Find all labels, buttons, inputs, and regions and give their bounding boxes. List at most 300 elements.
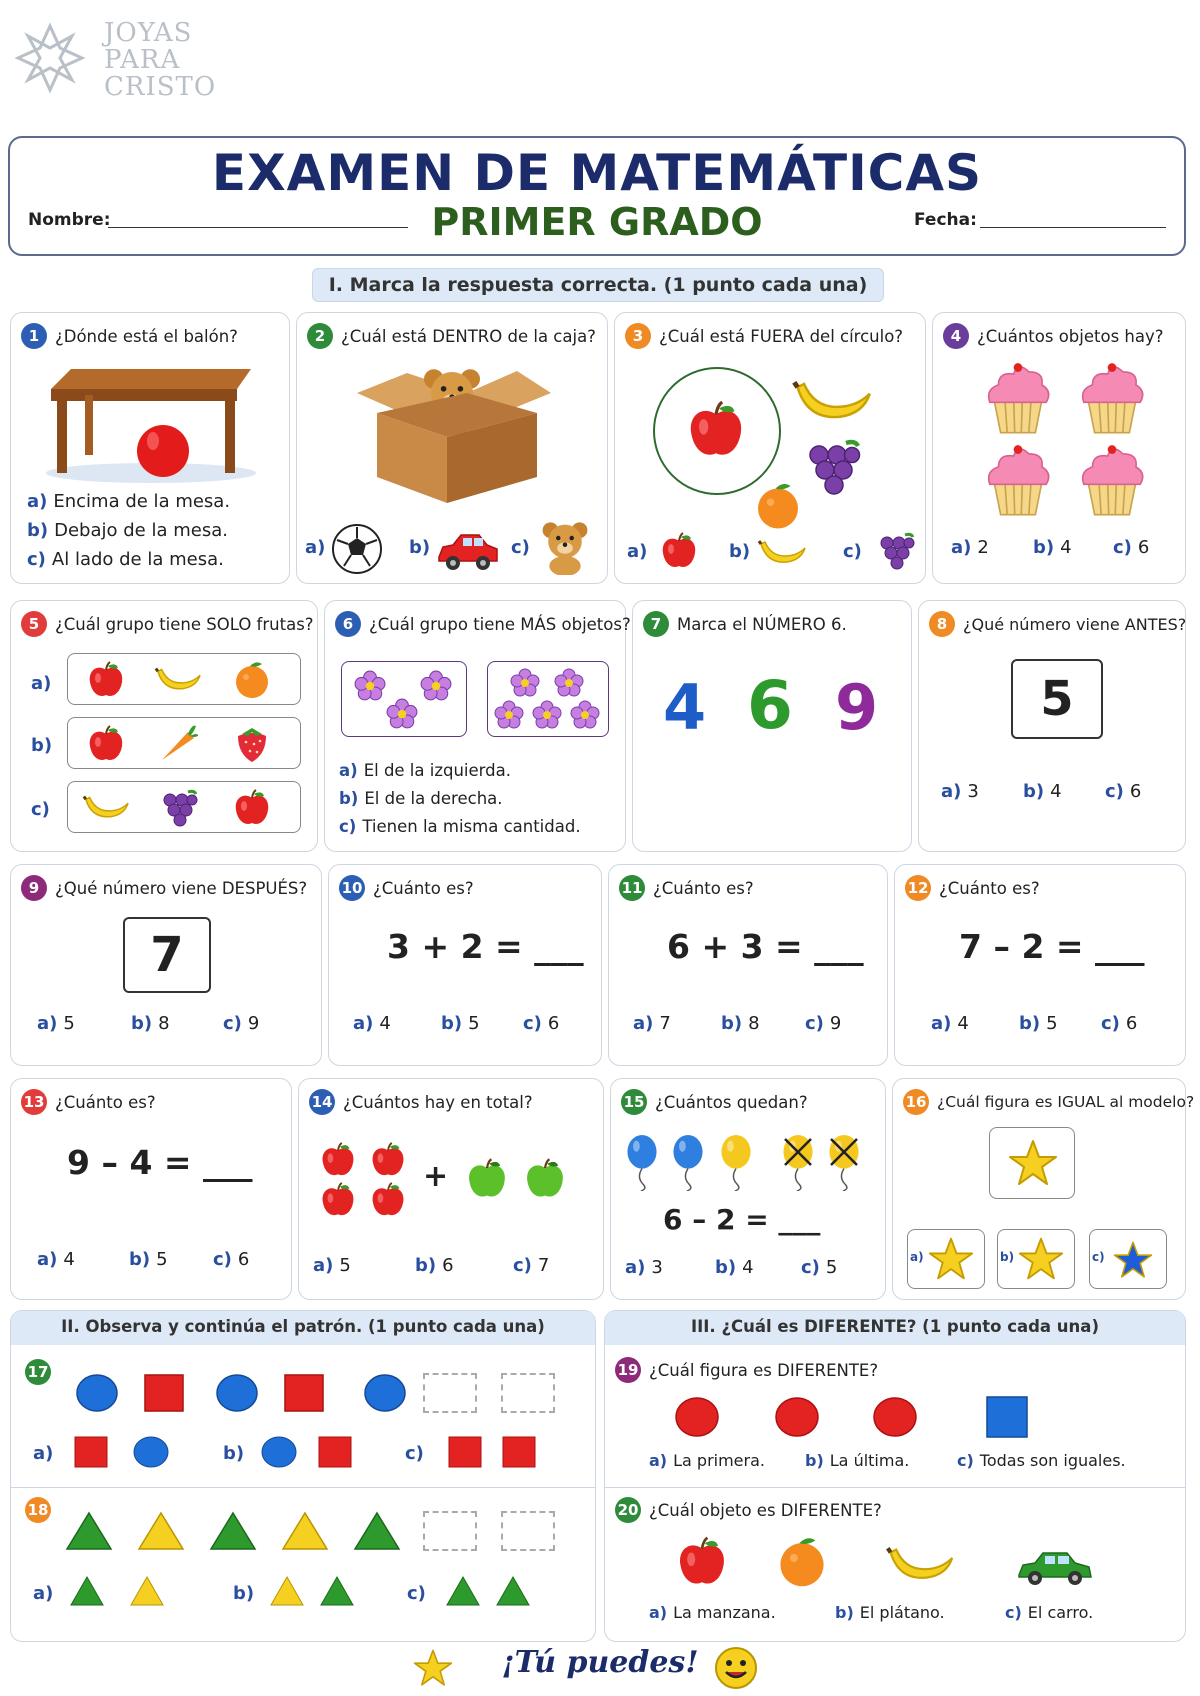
answer-a[interactable] [313, 1255, 351, 1276]
question-15-card [610, 1078, 886, 1300]
question-5-card [10, 600, 318, 852]
apple-icon [369, 1181, 407, 1219]
flower-icon [510, 668, 540, 698]
blank-box[interactable] [423, 1511, 477, 1551]
answer-a[interactable] [649, 1603, 776, 1622]
option-value: 5 [156, 1249, 168, 1270]
option-letter: c) [1101, 1013, 1120, 1034]
answer-c[interactable] [513, 1255, 549, 1276]
star-icon [1006, 1138, 1060, 1188]
date-field[interactable] [980, 226, 1166, 228]
answer-b[interactable] [729, 541, 756, 562]
cupcake-icon [985, 443, 1051, 519]
option-letter: b) [1023, 781, 1045, 802]
blank-box[interactable] [501, 1511, 555, 1551]
answer-c[interactable] [801, 1257, 837, 1278]
model-star-box [989, 1127, 1075, 1199]
number-choice-9[interactable]: 9 [835, 671, 879, 744]
section-3-panel [604, 1310, 1186, 1642]
box-teddy-illustration [347, 353, 557, 513]
option-letter: a) [627, 541, 648, 562]
question-3-header [625, 323, 903, 349]
question-text: ¿Cuál figura es DIFERENTE? [649, 1360, 879, 1380]
option-letter: c) [339, 817, 357, 836]
question-number-badge: 1 [21, 323, 47, 349]
flower-icon [494, 700, 524, 730]
answer-c[interactable] [1089, 1229, 1167, 1289]
option-value: 6 [1125, 1013, 1138, 1034]
exam-subtitle: PRIMER GRADO [431, 200, 763, 244]
green-car-icon [1015, 1547, 1095, 1587]
logo-line3: CRISTO [104, 72, 217, 102]
question-number-badge: 10 [339, 875, 365, 901]
crossed-balloon-icon [781, 1135, 815, 1191]
answer-b[interactable] [223, 1443, 250, 1464]
option-letter: c) [223, 1013, 242, 1034]
option-text: Encima de la mesa. [53, 491, 231, 512]
option-letter: a) [951, 537, 972, 558]
number-box: 7 [123, 917, 211, 993]
answer-a[interactable] [33, 1443, 59, 1464]
answer-b[interactable] [415, 1255, 454, 1276]
question-number-badge: 2 [307, 323, 333, 349]
toy-car-icon [435, 527, 501, 573]
banana-icon [154, 664, 202, 696]
question-text: ¿Qué número viene ANTES? [963, 614, 1187, 634]
answer-b[interactable] [1019, 1013, 1058, 1034]
flower-icon [386, 698, 418, 730]
option-letter: a) [910, 1250, 924, 1264]
question-number-badge: 19 [615, 1357, 641, 1383]
option-letter: c) [957, 1451, 974, 1470]
orange-icon [775, 1535, 829, 1589]
option-letter: c) [1005, 1603, 1022, 1622]
answer-c[interactable] [213, 1249, 249, 1270]
answer-b[interactable] [31, 735, 58, 756]
question-13-card [10, 1078, 292, 1300]
question-2-header [307, 323, 596, 349]
grapes-icon [158, 788, 198, 828]
question-number-badge: 17 [25, 1359, 51, 1385]
answer-a[interactable] [27, 491, 230, 512]
plus-sign: + [423, 1159, 449, 1194]
option-value: 8 [158, 1013, 170, 1034]
green-apple-icon [523, 1157, 567, 1201]
answer-c[interactable] [339, 817, 581, 836]
question-number-badge: 16 [903, 1089, 929, 1115]
answer-a[interactable] [625, 1257, 663, 1278]
question-text: ¿Cuál grupo tiene SOLO frutas? [55, 614, 314, 634]
option-letter: b) [415, 1255, 437, 1276]
question-12-header [905, 875, 1040, 901]
option-letter: c) [405, 1443, 424, 1464]
apple-icon [232, 788, 272, 828]
answer-c[interactable] [843, 541, 868, 562]
logo-line1: JOYAS [104, 18, 193, 48]
option-value: 6 [1129, 781, 1142, 802]
answer-a[interactable] [627, 541, 653, 562]
option-letter: c) [513, 1255, 532, 1276]
answer-b[interactable] [27, 520, 228, 541]
answer-a[interactable] [339, 761, 511, 780]
question-text: ¿Cuál objeto es DIFERENTE? [649, 1500, 882, 1520]
question-6-card [324, 600, 631, 852]
answer-b-shapes [259, 1433, 369, 1473]
option-letter: a) [649, 1451, 668, 1470]
option-value: 9 [247, 1013, 260, 1034]
question-16-card [892, 1078, 1195, 1300]
encouragement-text: ¡Tú puedes! [501, 1645, 699, 1680]
question-1-header [21, 323, 238, 349]
option-letter: b) [729, 541, 751, 562]
option-value: 7 [537, 1255, 550, 1276]
cupcake-icon [1079, 443, 1145, 519]
answer-a[interactable] [951, 537, 989, 558]
question-9-header [21, 875, 307, 901]
date-label: Fecha: [914, 210, 977, 230]
option-letter: a) [313, 1255, 334, 1276]
answer-a[interactable] [37, 1249, 75, 1270]
apple-icon [685, 399, 747, 461]
math-equation: 6 + 3 = ___ [667, 927, 864, 966]
answer-b[interactable] [339, 789, 503, 808]
option-value: 5 [825, 1257, 838, 1278]
question-text: ¿Cuánto es? [939, 878, 1040, 898]
option-value: 9 [829, 1013, 842, 1034]
cupcake-icon [985, 361, 1051, 437]
answer-c[interactable] [523, 1013, 559, 1034]
option-letter: c) [805, 1013, 824, 1034]
option-value: 6 [1137, 537, 1150, 558]
answer-b[interactable] [805, 1451, 909, 1470]
question-number-badge: 18 [25, 1497, 51, 1523]
math-equation: 3 + 2 = ___ [387, 927, 584, 966]
apple-icon [369, 1141, 407, 1179]
flower-icon [420, 670, 452, 702]
option-value: 5 [63, 1013, 75, 1034]
answer-c[interactable] [1113, 537, 1149, 558]
answer-a[interactable] [907, 1229, 985, 1289]
answer-a[interactable] [649, 1451, 765, 1470]
fruit-group-a [67, 653, 301, 705]
option-letter: b) [27, 520, 49, 541]
option-value: 5 [1046, 1013, 1058, 1034]
option-value: 6 [237, 1249, 250, 1270]
question-text: ¿Cuál figura es IGUAL al modelo? [937, 1093, 1195, 1111]
answer-a[interactable] [633, 1013, 671, 1034]
question-number-badge: 13 [21, 1089, 47, 1115]
crossed-balloon-icon [827, 1135, 861, 1191]
pattern-sequence-17 [61, 1371, 461, 1415]
blue-star-icon [1112, 1240, 1154, 1280]
answer-c[interactable] [1005, 1603, 1093, 1622]
answer-b[interactable] [129, 1249, 168, 1270]
answer-a[interactable] [31, 673, 57, 694]
star-icon [926, 1236, 976, 1282]
question-10-header [339, 875, 474, 901]
question-number-badge: 15 [621, 1089, 647, 1115]
answer-c[interactable] [957, 1451, 1126, 1470]
grapes-icon [875, 531, 915, 571]
option-value: 4 [1060, 537, 1072, 558]
option-value: 5 [468, 1013, 480, 1034]
option-letter: b) [1000, 1250, 1015, 1264]
question-text: ¿Qué número viene DESPUÉS? [55, 878, 308, 898]
option-letter: a) [339, 761, 358, 780]
number-choice-4[interactable]: 4 [663, 671, 707, 744]
number-choice-6[interactable]: 6 [747, 667, 793, 744]
question-number-badge: 9 [21, 875, 47, 901]
option-letter: c) [1105, 781, 1124, 802]
divider [11, 1487, 595, 1488]
answer-a[interactable] [37, 1013, 75, 1034]
answer-c[interactable] [27, 549, 224, 570]
option-text: El de la derecha. [364, 789, 503, 808]
teddy-bear-icon [537, 519, 593, 575]
apple-icon [86, 660, 126, 700]
answer-c[interactable] [1101, 1013, 1137, 1034]
fruit-group-c [67, 781, 301, 833]
question-text: ¿Cuántos hay en total? [343, 1092, 533, 1112]
orange-icon [753, 481, 803, 531]
option-letter: b) [805, 1451, 824, 1470]
question-number-badge: 12 [905, 875, 931, 901]
option-value: 4 [1050, 781, 1062, 802]
question-text: ¿Cuánto es? [55, 1092, 156, 1112]
blank-box[interactable] [423, 1373, 477, 1413]
option-value: 4 [742, 1257, 754, 1278]
answer-c[interactable] [407, 1583, 432, 1604]
option-value: 5 [339, 1255, 351, 1276]
option-letter: b) [233, 1583, 255, 1604]
section-1-heading: I. Marca la respuesta correcta. (1 punto cada una) [312, 268, 884, 302]
answer-c[interactable] [31, 799, 56, 820]
math-equation: 9 – 4 = ___ [67, 1143, 253, 1182]
logo [14, 22, 86, 94]
option-letter: c) [523, 1013, 542, 1034]
answer-c[interactable] [511, 537, 536, 558]
answer-c[interactable] [223, 1013, 259, 1034]
answer-c[interactable] [405, 1443, 430, 1464]
option-letter: b) [715, 1257, 737, 1278]
flower-group-left [341, 661, 467, 737]
option-letter: c) [27, 549, 46, 570]
option-text: Todas son iguales. [979, 1451, 1126, 1470]
option-letter: b) [129, 1249, 151, 1270]
math-equation: 6 – 2 = ___ [663, 1203, 821, 1236]
logo-text [104, 20, 216, 101]
section-3-heading: III. ¿Cuál es DIFERENTE? (1 punto cada una) [605, 1311, 1185, 1345]
flower-icon [570, 700, 600, 730]
question-15-header [621, 1089, 808, 1115]
option-text: El plátano. [859, 1603, 945, 1622]
question-number-badge: 14 [309, 1089, 335, 1115]
question-number-badge: 4 [943, 323, 969, 349]
question-4-card [932, 312, 1186, 584]
question-text: ¿Cuál está FUERA del círculo? [659, 326, 904, 346]
question-14-header [309, 1089, 533, 1115]
answer-a[interactable] [353, 1013, 391, 1034]
question-number-badge: 11 [619, 875, 645, 901]
question-text: ¿Dónde está el balón? [55, 326, 238, 346]
apple-icon [675, 1535, 729, 1589]
balloon-icon [625, 1135, 659, 1191]
blue-square-icon [985, 1395, 1029, 1439]
question-number-badge: 3 [625, 323, 651, 349]
answer-b[interactable] [997, 1229, 1075, 1289]
question-text: ¿Cuánto es? [653, 878, 754, 898]
grapes-icon [801, 437, 861, 497]
option-letter: a) [33, 1443, 54, 1464]
question-8-card [918, 600, 1186, 852]
question-number-badge: 5 [21, 611, 47, 637]
answer-b[interactable] [131, 1013, 170, 1034]
option-value: 7 [659, 1013, 671, 1034]
section-2-heading: II. Observa y continúa el patrón. (1 punto cada una) [11, 1311, 595, 1345]
answer-b[interactable] [409, 537, 436, 558]
soccer-ball-icon [331, 523, 383, 575]
option-value: 6 [442, 1255, 454, 1276]
option-letter: a) [633, 1013, 654, 1034]
question-9-card [10, 864, 322, 1066]
flower-group-right [487, 661, 609, 737]
question-14-card [298, 1078, 604, 1300]
question-text: ¿Cuántos objetos hay? [977, 326, 1164, 346]
option-letter: a) [941, 781, 962, 802]
answer-b[interactable] [233, 1583, 260, 1604]
option-value: 4 [379, 1013, 391, 1034]
option-letter: b) [131, 1013, 153, 1034]
option-letter: a) [31, 673, 52, 694]
question-7-card [632, 600, 912, 852]
option-letter: c) [213, 1249, 232, 1270]
exam-header [8, 136, 1186, 256]
name-field[interactable] [108, 226, 408, 228]
option-text: Tienen la misma cantidad. [362, 817, 581, 836]
question-text: ¿Cuál está DENTRO de la caja? [341, 326, 596, 346]
question-text: ¿Cuántos quedan? [655, 1092, 808, 1112]
answer-b[interactable] [835, 1603, 945, 1622]
banana-icon [791, 377, 873, 427]
option-letter: b) [1019, 1013, 1041, 1034]
pattern-sequence-18 [61, 1509, 401, 1553]
option-letter: b) [721, 1013, 743, 1034]
option-letter: c) [511, 537, 530, 558]
option-letter: c) [801, 1257, 820, 1278]
option-letter: a) [305, 537, 326, 558]
option-letter: b) [223, 1443, 245, 1464]
apple-icon [319, 1181, 357, 1219]
question-number-badge: 6 [335, 611, 361, 637]
option-letter: b) [339, 789, 359, 808]
answer-a[interactable] [931, 1013, 969, 1034]
option-letter: a) [931, 1013, 952, 1034]
option-letter: a) [353, 1013, 374, 1034]
option-text: El de la izquierda. [363, 761, 511, 780]
carrot-icon [158, 724, 198, 764]
question-20-header [615, 1497, 882, 1523]
option-value: 4 [63, 1249, 75, 1270]
answer-b[interactable] [1023, 781, 1062, 802]
option-text: Al lado de la mesa. [51, 549, 224, 570]
option-letter: a) [27, 491, 48, 512]
answer-b-shapes [267, 1573, 377, 1611]
option-letter: c) [843, 541, 862, 562]
option-letter: a) [649, 1603, 668, 1622]
answer-a[interactable] [33, 1583, 59, 1604]
balloon-icon [719, 1135, 753, 1191]
option-value: 6 [547, 1013, 560, 1034]
answer-a-shapes [67, 1573, 177, 1611]
answer-c[interactable] [805, 1013, 841, 1034]
answer-a[interactable] [941, 781, 979, 802]
question-11-card [608, 864, 888, 1066]
option-text: El carro. [1027, 1603, 1094, 1622]
flower-icon [554, 668, 584, 698]
option-letter: c) [407, 1583, 426, 1604]
option-value: 2 [977, 537, 989, 558]
option-letter: c) [31, 799, 50, 820]
option-text: La primera. [673, 1451, 765, 1470]
banana-icon [885, 1543, 955, 1587]
question-11-header [619, 875, 754, 901]
balloon-icon [671, 1135, 705, 1191]
answer-b[interactable] [1033, 537, 1072, 558]
banana-icon [82, 792, 130, 824]
answer-b[interactable] [721, 1013, 760, 1034]
question-8-header [929, 611, 1186, 637]
orange-icon [232, 660, 272, 700]
answer-b[interactable] [441, 1013, 480, 1034]
option-letter: b) [835, 1603, 854, 1622]
question-number-badge: 8 [929, 611, 955, 637]
exam-title: EXAMEN DE MATEMÁTICAS [211, 144, 983, 202]
answer-c[interactable] [1105, 781, 1141, 802]
question-5-header [21, 611, 314, 637]
option-value: 8 [748, 1013, 760, 1034]
answer-a[interactable] [305, 537, 331, 558]
shapes-row-19 [675, 1395, 975, 1439]
question-text: ¿Cuánto es? [373, 878, 474, 898]
number-box: 5 [1011, 659, 1103, 739]
section-2-panel [10, 1310, 596, 1642]
option-letter: b) [441, 1013, 463, 1034]
question-text: ¿Cuál grupo tiene MÁS objetos? [369, 614, 631, 634]
option-letter: b) [31, 735, 53, 756]
cupcake-icon [1079, 361, 1145, 437]
question-1-card [10, 312, 290, 584]
question-4-header [943, 323, 1164, 349]
question-3-card [614, 312, 926, 584]
option-text: La última. [829, 1451, 910, 1470]
answer-c-shapes [441, 1573, 551, 1611]
answer-c-shapes [441, 1433, 551, 1473]
banana-icon [757, 535, 807, 571]
question-13-header [21, 1089, 156, 1115]
flower-icon [354, 670, 386, 702]
blank-box[interactable] [501, 1373, 555, 1413]
option-text: La manzana. [673, 1603, 776, 1622]
apple-icon [659, 531, 699, 571]
question-16-header [903, 1089, 1194, 1115]
apple-icon [86, 724, 126, 764]
green-apple-icon [465, 1157, 509, 1201]
option-letter: a) [37, 1013, 58, 1034]
divider [605, 1487, 1185, 1488]
logo-line2: PARA [104, 45, 181, 75]
question-2-card [296, 312, 608, 584]
answer-b[interactable] [715, 1257, 754, 1278]
